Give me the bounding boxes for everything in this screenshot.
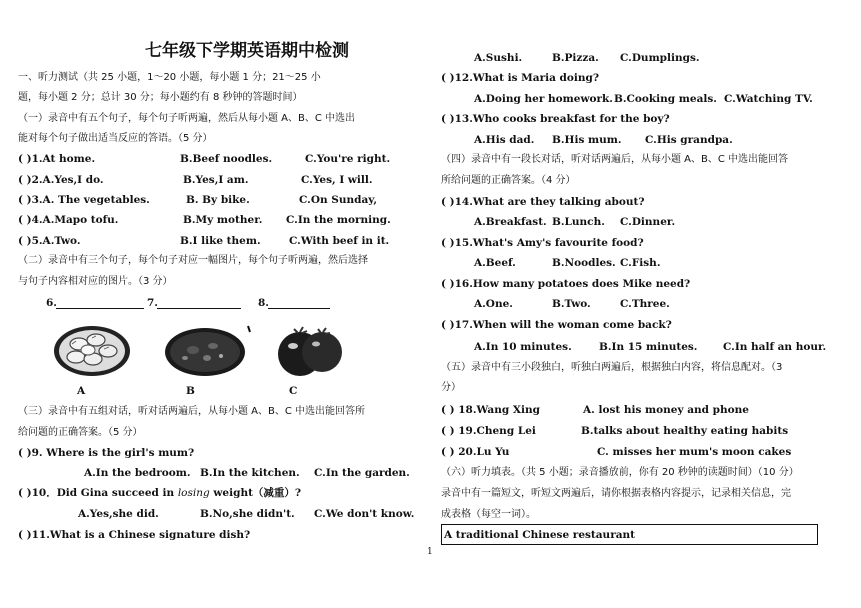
q10-text-italic: losing: [177, 487, 210, 499]
question-5: ( )5.A.Two.: [18, 235, 81, 247]
sec4-intro-line1: （四）录音中有一段长对话，听对话两遍后，从每小题 A、B、C 中选出能回答: [441, 154, 789, 165]
sec4-intro-line2: 所给问题的正确答案。（4 分）: [441, 175, 576, 186]
sec1-intro-line2: 能对每个句子做出适当反应的答语。（5 分）: [18, 133, 213, 144]
answer-blank-8[interactable]: [268, 296, 330, 309]
q15-option-c: C.Fish.: [620, 257, 661, 269]
blank-6-label: 6.: [46, 297, 57, 309]
sec5-intro-line1: （五）录音中有三小段独白，听独白两遍后，根据独白内容，将信息配对。（3: [441, 362, 783, 373]
sec1-intro-line1: （一）录音中有五个句子，每个句子听两遍，然后从每小题 A、B、C 中选出: [18, 113, 356, 124]
question-10: [18, 486, 301, 500]
blank-7-label: 7.: [147, 297, 158, 309]
q10-text-post: weight（减重）?: [209, 487, 302, 499]
question-12: ( )12.What is Maria doing?: [441, 72, 600, 84]
q11-option-c: C.Dumplings.: [620, 52, 700, 64]
q11-option-b: B.Pizza.: [552, 52, 599, 64]
q2-option-b: B.Yes,I am.: [183, 174, 249, 186]
q15-option-b: B.Noodles.: [552, 257, 616, 269]
part1-heading-line2: 题，每小题 2 分；总计 30 分；每小题约有 8 秒钟的答题时间）: [18, 92, 303, 103]
match-option-a: A. lost his money and phone: [583, 404, 749, 416]
q13-option-b: B.His mum.: [552, 134, 622, 146]
q10-option-b: B.No,she didn't.: [200, 508, 295, 520]
match-option-c: C. misses her mum's moon cakes: [597, 446, 792, 458]
page-number: 1: [427, 547, 433, 557]
picture-label-a: A: [77, 385, 86, 397]
match-option-b: B.talks about healthy eating habits: [581, 425, 789, 437]
match-row-20: ( ) 20.Lu Yu: [441, 446, 510, 458]
part1-heading-line1: 一、听力测试（共 25 小题，1～20 小题，每小题 1 分；21～25 小: [18, 72, 321, 83]
page-title: 七年级下学期英语期中检测: [145, 41, 349, 61]
q14-option-b: B.Lunch.: [552, 216, 605, 228]
picture-a-dumplings: [52, 324, 132, 378]
sec2-intro-line1: （二）录音中有三个句子，每个句子对应一幅图片，每个句子听两遍，然后选择: [18, 255, 368, 266]
q13-option-a: A.His dad.: [474, 134, 535, 146]
q5-option-c: C.With beef in it.: [289, 235, 390, 247]
answer-blank-7[interactable]: [157, 296, 241, 309]
sec6-intro-line2: 录音中有一篇短文，听短文两遍后，请你根据表格内容提示，记录相关信息，完: [441, 488, 791, 499]
table-header: A traditional Chinese restaurant: [444, 529, 636, 541]
sec6-intro-line1: （六）听力填表。（共 5 小题；录音播放前，你有 20 秒钟的读题时间）（10 分）: [441, 467, 799, 478]
question-9: ( )9. Where is the girl's mum?: [18, 447, 195, 459]
q11-option-a: A.Sushi.: [474, 52, 523, 64]
q17-option-a: A.In 10 minutes.: [474, 341, 572, 353]
question-4: ( )4.A.Mapo tofu.: [18, 214, 119, 226]
picture-label-b: B: [186, 385, 195, 397]
question-17: ( )17.When will the woman come back?: [441, 319, 672, 331]
answer-blank-6[interactable]: [56, 296, 144, 309]
q17-option-b: B.In 15 minutes.: [599, 341, 698, 353]
q4-option-b: B.My mother.: [183, 214, 263, 226]
q10-option-a: A.Yes,she did.: [78, 508, 159, 520]
sec6-intro-line3: 成表格（每空一词）。: [441, 509, 536, 520]
q5-option-b: B.I like them.: [180, 235, 261, 247]
q14-option-a: A.Breakfast.: [474, 216, 547, 228]
match-row-19: ( ) 19.Cheng Lei: [441, 425, 536, 437]
q2-option-c: C.Yes, I will.: [301, 174, 373, 186]
question-15: ( )15.What's Amy's favourite food?: [441, 237, 644, 249]
question-1: ( )1.At home.: [18, 153, 96, 165]
sec3-intro-line1: （三）录音中有五组对话，听对话两遍后，从每小题 A、B、C 中选出能回答所: [18, 406, 366, 417]
q13-option-c: C.His grandpa.: [645, 134, 733, 146]
q3-option-c: C.On Sunday,: [299, 194, 378, 206]
q9-option-b: B.In the kitchen.: [200, 467, 300, 479]
sec3-intro-line2: 给问题的正确答案。（5 分）: [18, 427, 143, 438]
question-14: ( )14.What are they talking about?: [441, 196, 645, 208]
q12-option-c: C.Watching TV.: [724, 93, 813, 105]
q12-option-b: B.Cooking meals.: [614, 93, 717, 105]
q9-option-a: A.In the bedroom.: [84, 467, 191, 479]
match-row-18: ( ) 18.Wang Xing: [441, 404, 540, 416]
q10-option-c: C.We don't know.: [314, 508, 415, 520]
sec5-intro-line2: 分）: [441, 382, 461, 393]
q16-option-b: B.Two.: [552, 298, 591, 310]
q3-option-b: B. By bike.: [186, 194, 250, 206]
q12-option-a: A.Doing her homework.: [474, 93, 613, 105]
sec2-intro-line2: 与句子内容相对应的图片。（3 分）: [18, 276, 173, 287]
q16-option-a: A.One.: [474, 298, 513, 310]
q4-option-c: C.In the morning.: [286, 214, 391, 226]
question-3: ( )3.A. The vegetables.: [18, 194, 150, 206]
q1-option-c: C.You're right.: [305, 153, 391, 165]
picture-label-c: C: [289, 385, 298, 397]
q9-option-c: C.In the garden.: [314, 467, 410, 479]
question-16: ( )16.How many potatoes does Mike need?: [441, 278, 691, 290]
picture-b-dish: [163, 322, 255, 378]
blank-8-label: 8.: [258, 297, 269, 309]
fill-table: [441, 524, 818, 545]
picture-c-tomatoes: [276, 318, 346, 380]
question-13: ( )13.Who cooks breakfast for the boy?: [441, 113, 670, 125]
question-2: ( )2.A.Yes,I do.: [18, 174, 104, 186]
q10-text-pre: ( )10．Did Gina succeed in: [18, 487, 178, 499]
question-11: ( )11.What is a Chinese signature dish?: [18, 529, 251, 541]
q16-option-c: C.Three.: [620, 298, 670, 310]
q1-option-b: B.Beef noodles.: [180, 153, 273, 165]
q14-option-c: C.Dinner.: [620, 216, 676, 228]
q17-option-c: C.In half an hour.: [723, 341, 827, 353]
q15-option-a: A.Beef.: [474, 257, 516, 269]
